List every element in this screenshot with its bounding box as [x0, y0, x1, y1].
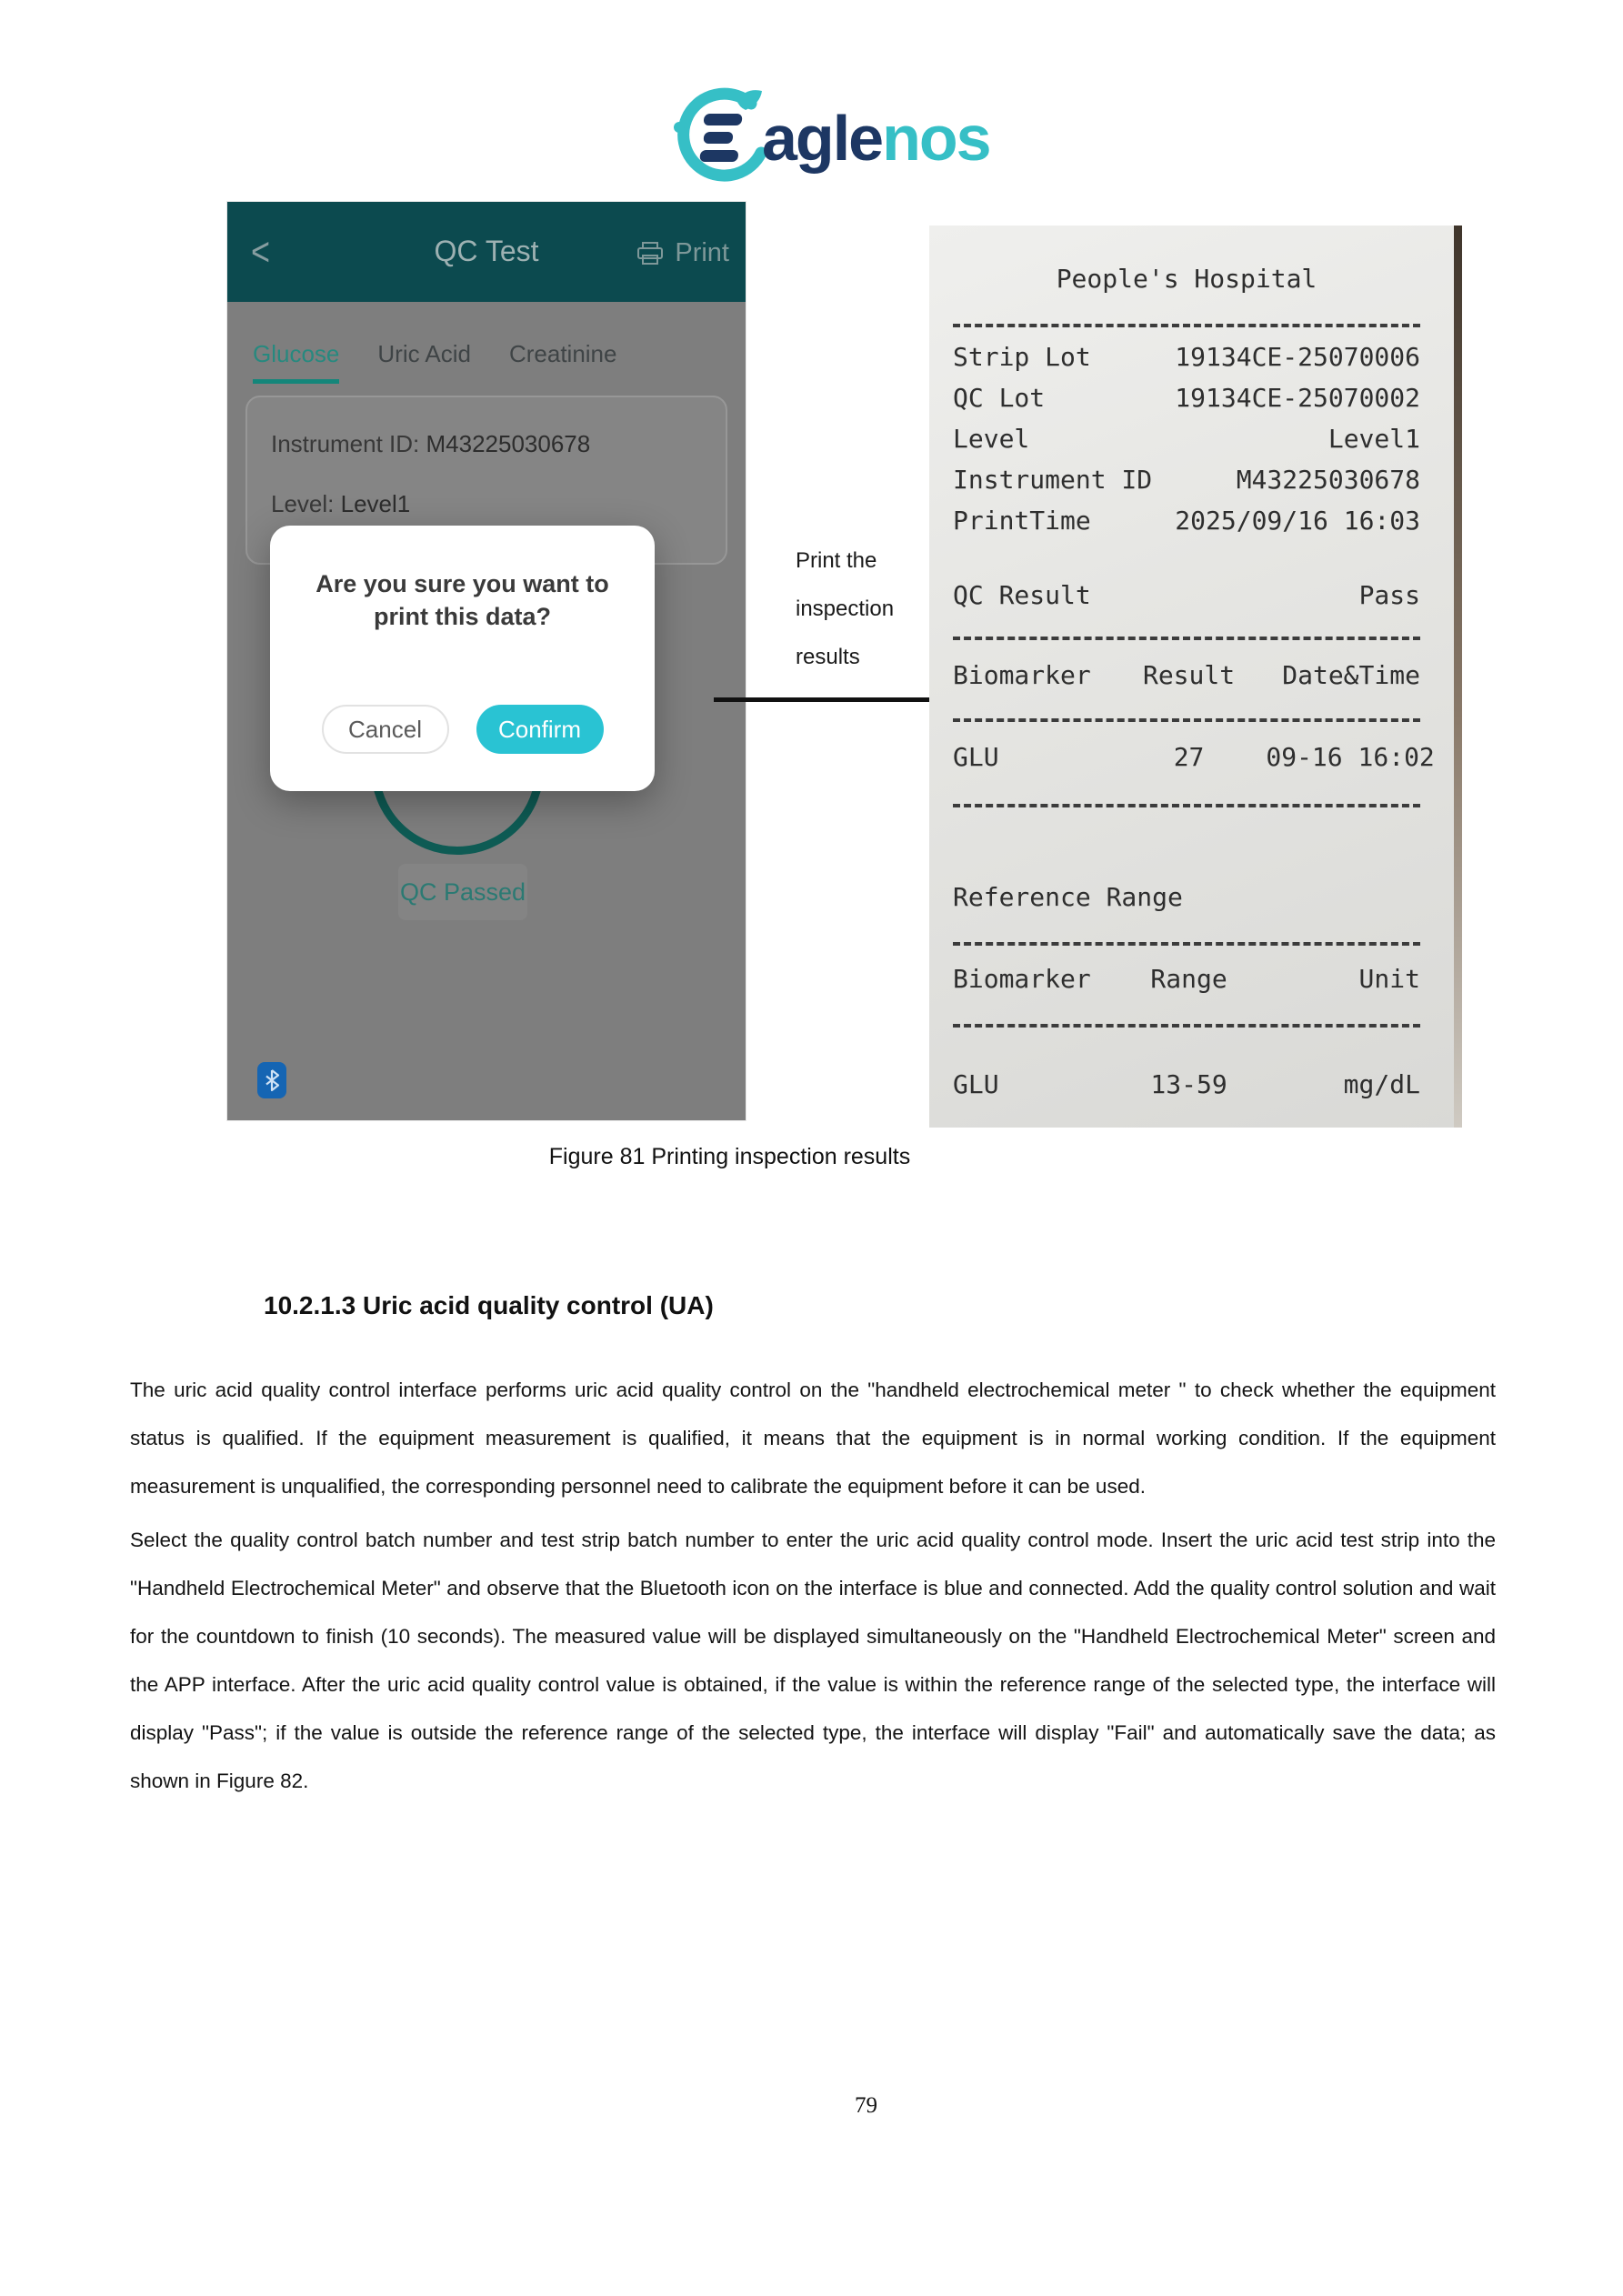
tab-creatinine[interactable]: Creatinine	[508, 340, 617, 367]
receipt-hospital-name: People's Hospital	[1056, 264, 1317, 294]
print-button-label: Print	[675, 238, 729, 267]
annotation-print-results	[796, 536, 894, 681]
print-confirm-dialog	[270, 526, 655, 791]
section-heading: 10.2.1.3 Uric acid quality control (UA)	[264, 1291, 714, 1319]
annotation-arrow	[714, 688, 962, 710]
receipt-field-label: Level	[953, 424, 1030, 454]
annotation-line: results	[796, 645, 860, 669]
eaglenos-logo	[673, 84, 990, 188]
reference-range-title: Reference Range	[953, 882, 1183, 912]
level-value: Level1	[340, 490, 411, 517]
reference-header-biomarker: Biomarker	[953, 964, 1091, 994]
reference-range: 13-59	[1150, 1069, 1227, 1099]
tab-uric-acid[interactable]: Uric Acid	[377, 340, 471, 367]
figure-caption: Figure 81 Printing inspection results	[548, 1144, 911, 1169]
receipt-divider	[953, 804, 1420, 807]
receipt-divider	[953, 718, 1420, 722]
receipt-field-row	[953, 506, 1420, 536]
reference-biomarker: GLU	[953, 1069, 999, 1099]
confirm-button[interactable]: Confirm	[476, 705, 604, 754]
receipt-divider	[953, 324, 1420, 327]
result-datetime: 09-16 16:02	[1266, 742, 1435, 772]
receipt-field-label: Instrument ID	[953, 465, 1153, 495]
arrow-line	[714, 697, 946, 702]
body-paragraph: Select the quality control batch number and test strip batch number to enter the uric acid quality control mode. Insert the uric acid test strip into the "Handheld Electrochemical Meter" and observe that the Bluetooth icon on the interface is blue and connected. Add the quality control solution and wait for the countdown to finish (10 seconds). The measured value will be displayed simultaneously on the "Handheld Electrochemical Meter" screen and the APP interface. After the uric acid quality control value is obtained, if the value is within the reference range of the selected type, the interface will display "Pass"; if the value is outside the reference range of the selected type, the interface will display "Fail" and automatically save the data; as shown in Figure 82.	[130, 1529, 1496, 1792]
result-header-datetime: Date&Time	[1282, 660, 1420, 690]
receipt-field-value: 2025/09/16 16:03	[1175, 506, 1420, 536]
app-header	[227, 202, 746, 302]
receipt-divider	[953, 637, 1420, 640]
tab-glucose[interactable]: Glucose	[253, 340, 339, 384]
receipt-field-row	[953, 465, 1420, 495]
receipt-field-label: PrintTime	[953, 506, 1091, 536]
dialog-message: Are you sure you want to print this data?	[316, 570, 609, 630]
receipt-qc-result-row	[953, 580, 1420, 610]
receipt-divider	[953, 942, 1420, 946]
reference-header	[953, 964, 1420, 994]
receipt-field-value: Level1	[1327, 424, 1420, 454]
annotation-line: inspection	[796, 597, 895, 621]
receipt-result-row	[953, 742, 1435, 772]
logo-text-teal: nos	[882, 102, 990, 174]
receipt-field-row	[953, 342, 1420, 372]
instrument-id-label: Instrument ID:	[271, 430, 426, 457]
qc-result-label: QC Result	[953, 580, 1091, 610]
qc-result-value: Pass	[1358, 580, 1420, 610]
printed-receipt-photo	[929, 226, 1462, 1128]
receipt-field-row	[953, 424, 1420, 454]
reference-unit: mg/dL	[1343, 1069, 1420, 1099]
app-screenshot	[227, 202, 746, 1120]
body-paragraph: The uric acid quality control interface performs uric acid quality control on the "handheld electrochemical meter " to check whether the equipment status is qualified. If the equipment measurement is qualified, it means that the equipment is in normal working condition. If the equipment measurement is unqualified, the corresponding personnel need to calibrate the equipment before it can be used.	[130, 1379, 1496, 1498]
qc-tabs	[253, 340, 616, 384]
result-value: 27	[1173, 742, 1205, 772]
receipt-field-row	[953, 383, 1420, 413]
result-header-biomarker: Biomarker	[953, 660, 1091, 690]
receipt-field-label: Strip Lot	[953, 342, 1091, 372]
receipt-field-label: QC Lot	[953, 383, 1046, 413]
bluetooth-status-chip[interactable]	[257, 1062, 286, 1098]
bluetooth-icon	[264, 1068, 280, 1092]
reference-header-unit: Unit	[1358, 964, 1420, 994]
receipt-field-value: M43225030678	[1236, 465, 1420, 495]
eaglenos-bird-icon	[673, 85, 775, 187]
instrument-id-row	[271, 430, 590, 458]
result-header-result: Result	[1142, 660, 1236, 690]
level-label: Level:	[271, 490, 341, 517]
receipt-paper-edge	[1454, 226, 1462, 1128]
print-action[interactable]	[636, 238, 729, 268]
receipt-result-header	[953, 660, 1420, 690]
qc-status-text: QC Passed	[399, 877, 526, 906]
reference-row	[953, 1069, 1420, 1099]
instrument-id-value: M43225030678	[426, 430, 591, 457]
receipt-divider	[953, 1024, 1420, 1028]
logo-text-dark: agle	[762, 102, 883, 174]
qc-status-badge	[398, 864, 527, 920]
receipt-field-value: 19134CE-25070006	[1175, 342, 1420, 372]
page-number: 79	[855, 2093, 877, 2118]
cancel-button[interactable]: Cancel	[322, 705, 449, 754]
body-text	[130, 1366, 1496, 1805]
app-title: QC Test	[434, 235, 539, 267]
logo-wordmark	[762, 102, 990, 174]
printer-icon	[636, 242, 664, 266]
annotation-line: Print the	[796, 548, 877, 573]
result-biomarker: GLU	[953, 742, 999, 772]
back-icon[interactable]: <	[251, 228, 271, 274]
reference-header-range: Range	[1150, 964, 1227, 994]
level-row	[271, 490, 410, 518]
dialog-buttons	[270, 705, 655, 754]
receipt-field-value: 19134CE-25070002	[1175, 383, 1420, 413]
